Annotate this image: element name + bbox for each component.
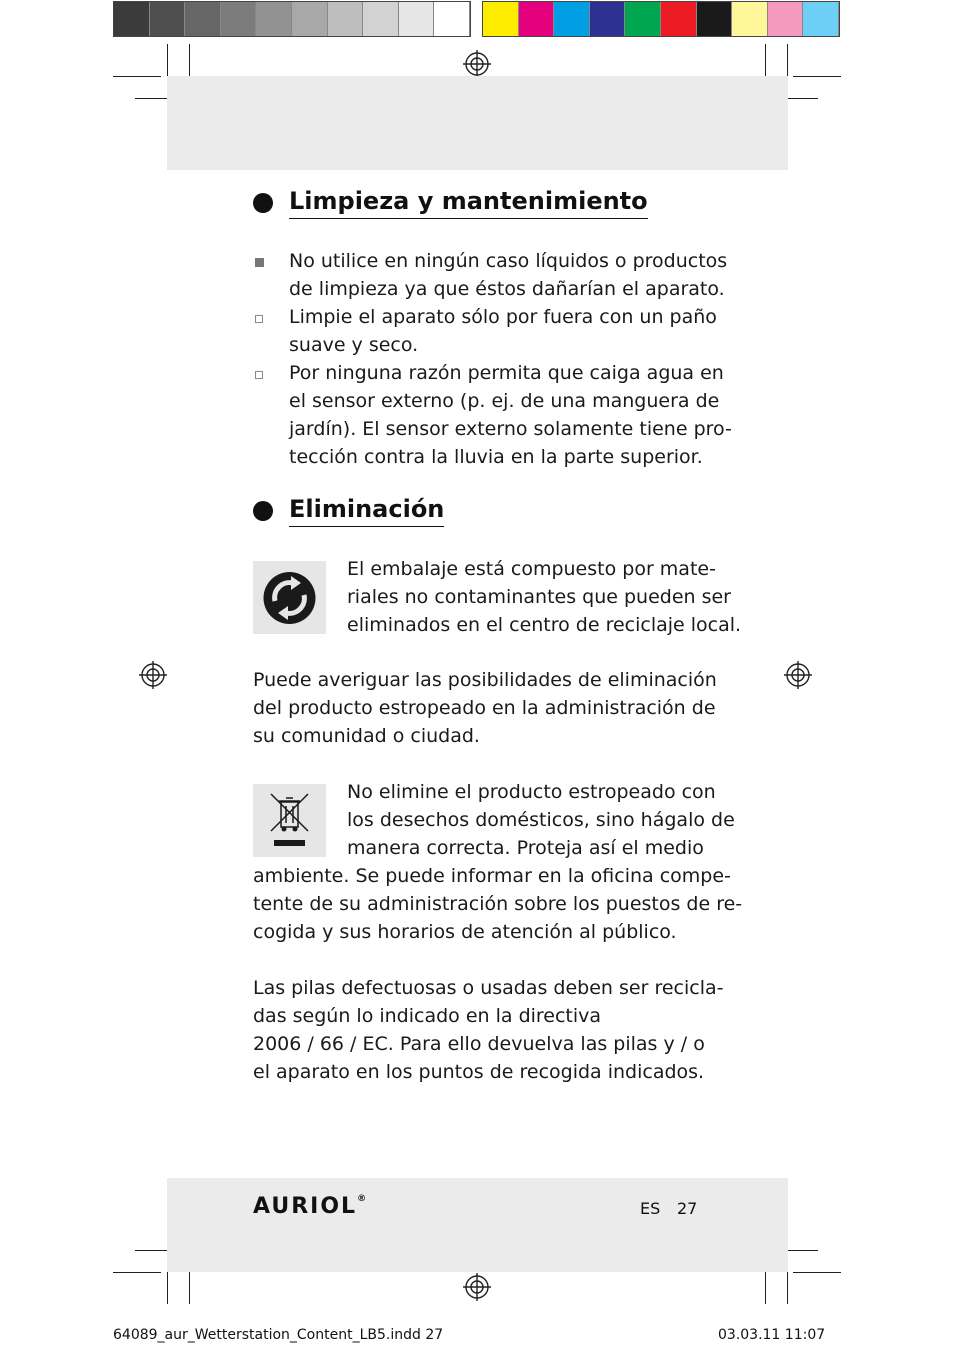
text-line: 2006 / 66 / EC. Para ello devuelva las pilas y / o: [253, 1033, 705, 1055]
section-heading-cleaning: [253, 186, 648, 219]
gray-swatch: [185, 2, 221, 36]
brand-logo-text: AURIOL: [253, 1194, 358, 1219]
color-swatch: [483, 2, 519, 36]
color-swatch: [803, 2, 839, 36]
gray-swatch: [292, 2, 328, 36]
text-line: manera correcta. Proteja así el medio: [347, 837, 704, 859]
slug-date: 03.03.11 11:07: [718, 1327, 826, 1343]
color-swatch: [519, 2, 555, 36]
heading-text: Limpieza y mantenimiento: [289, 186, 648, 219]
text-line: eliminados en el centro de reciclaje local.: [347, 614, 742, 636]
text-line: No utilice en ningún caso líquidos o productos: [289, 250, 728, 272]
text-line: suave y seco.: [289, 334, 419, 356]
text-line: cogida y sus horarios de atención al público.: [253, 921, 677, 943]
language-code: ES: [640, 1199, 661, 1218]
text-line: su comunidad o ciudad.: [253, 725, 480, 747]
gray-swatch: [221, 2, 257, 36]
text-line: el sensor externo (p. ej. de una manguera de: [289, 390, 720, 412]
gray-swatch: [434, 2, 470, 36]
registration-mark-icon: [139, 661, 167, 689]
text-line: El embalaje está compuesto por mate-: [347, 558, 716, 580]
text-line: Puede averiguar las posibilidades de eliminación: [253, 669, 717, 691]
heading-bullet-icon: [253, 501, 273, 521]
text-line: tente de su administración sobre los puestos de re-: [253, 893, 743, 915]
gray-swatch: [399, 2, 435, 36]
crossed-bin-icon: [253, 784, 326, 857]
text-line: tección contra la lluvia en la parte superior.: [289, 446, 703, 468]
heading-text: Eliminación: [289, 494, 444, 527]
text-line: los desechos domésticos, sino hágalo de: [347, 809, 735, 831]
gray-swatch: [114, 2, 150, 36]
text-line: Limpie el aparato sólo por fuera con un paño: [289, 306, 717, 328]
registration-mark-icon: [784, 661, 812, 689]
text-line: riales no contaminantes que pueden ser: [347, 586, 731, 608]
header-band: [167, 76, 788, 170]
section-heading-disposal: [253, 494, 444, 527]
footer-band: [167, 1178, 788, 1272]
open-square-bullet-icon: [255, 315, 263, 323]
color-swatch: [697, 2, 733, 36]
green-dot-recycling-icon: [253, 561, 326, 634]
color-swatch: [554, 2, 590, 36]
gray-swatch: [150, 2, 186, 36]
text-line: No elimine el producto estropeado con: [347, 781, 716, 803]
brand-logo: AURIOL®: [253, 1194, 369, 1219]
color-swatch: [661, 2, 697, 36]
heading-bullet-icon: [253, 193, 273, 213]
color-swatch: [768, 2, 804, 36]
text-line: Por ninguna razón permita que caiga agua en: [289, 362, 724, 384]
color-swatch: [590, 2, 626, 36]
color-swatch: [625, 2, 661, 36]
gray-swatch: [363, 2, 399, 36]
color-swatch: [732, 2, 768, 36]
text-line: jardín). El sensor externo solamente tiene pro-: [289, 418, 732, 440]
gray-swatch: [328, 2, 364, 36]
registration-mark-icon: [463, 50, 491, 78]
text-line: das según lo indicado en la directiva: [253, 1005, 602, 1027]
slug-filename: 64089_aur_Wetterstation_Content_LB5.indd 27: [113, 1327, 444, 1343]
text-line: el aparato en los puntos de recogida indicados.: [253, 1061, 705, 1083]
page-number: 27: [677, 1199, 698, 1218]
text-line: de limpieza ya que éstos dañarían el aparato.: [289, 278, 725, 300]
open-square-bullet-icon: [255, 371, 263, 379]
registration-mark-icon: [463, 1273, 491, 1301]
text-line: del producto estropeado en la administración de: [253, 697, 716, 719]
text-line: ambiente. Se puede informar en la oficina compe-: [253, 865, 731, 887]
filled-square-bullet-icon: [255, 258, 264, 267]
text-line: Las pilas defectuosas o usadas deben ser recicla-: [253, 977, 724, 999]
gray-swatch: [256, 2, 292, 36]
